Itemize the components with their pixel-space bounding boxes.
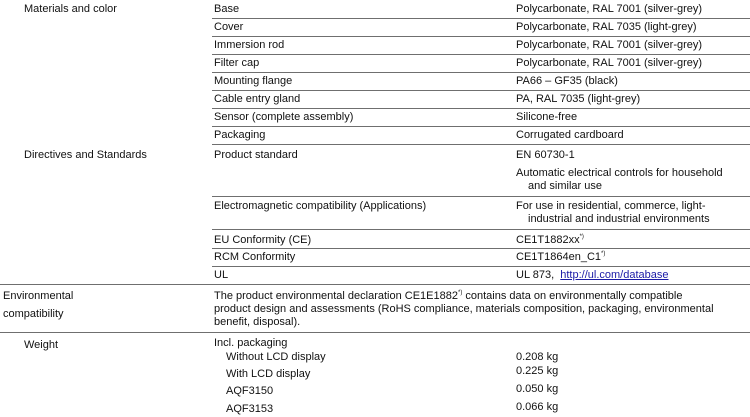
row-divider [212,54,750,55]
directive-value-emc-cont: industrial and industrial environments [528,213,710,225]
row-divider [212,144,750,145]
row-divider [212,108,750,109]
rcm-conformity-code: CE1T1864en_C1 [516,251,602,263]
weight-value-with-lcd: 0.225 kg [516,365,559,377]
section-divider [0,332,750,333]
weight-label-with-lcd: With LCD display [226,368,311,380]
environmental-text-line-3: benefit, disposal). [214,316,301,328]
environmental-text-1a: The product environmental declaration CE1E1882 [214,290,458,302]
category-materials: Materials and color [24,3,117,15]
directive-value-product-standard: EN 60730-1 [516,149,575,161]
material-label-filter-cap: Filter cap [214,57,260,69]
footnote-marker: *) [601,251,606,257]
section-divider [0,284,750,285]
material-value-sensor: Silicone-free [516,111,578,123]
material-value-cable-entry-gland: PA, RAL 7035 (light-grey) [516,93,641,105]
directive-value-product-standard-desc: Automatic electrical controls for household [516,167,723,179]
footnote-marker: *) [457,290,463,296]
row-divider [212,126,750,127]
weight-label-aqf3150: AQF3150 [226,385,274,397]
directive-value-eu [516,234,584,247]
row-divider [212,72,750,73]
material-value-cover: Polycarbonate, RAL 7035 (light-grey) [516,21,697,33]
ul-standard: UL 873, [516,269,555,281]
material-label-cable-entry-gland: Cable entry gland [214,93,301,105]
weight-value-aqf3150: 0.050 kg [516,383,559,395]
weight-label-aqf3153: AQF3153 [226,403,274,415]
material-label-base: Base [214,3,240,15]
row-divider [212,266,750,267]
directive-label-eu: EU Conformity (CE) [214,234,312,246]
environmental-text-line-1 [214,290,682,303]
weight-value-aqf3153: 0.066 kg [516,401,559,413]
directive-label-ul: UL [214,269,229,281]
material-label-mounting-flange: Mounting flange [214,75,293,87]
weight-value-without-lcd: 0.208 kg [516,351,559,363]
directive-value-emc: For use in residential, commerce, light- [516,200,706,212]
material-value-base: Polycarbonate, RAL 7001 (silver-grey) [516,3,703,15]
directive-value-ul [516,269,668,282]
row-divider [212,18,750,19]
material-value-mounting-flange: PA66 – GF35 (black) [516,75,618,87]
category-directives: Directives and Standards [24,149,147,161]
directive-value-rcm [516,251,605,264]
eu-conformity-code: CE1T1882xx [516,234,580,246]
material-label-immersion-rod: Immersion rod [214,39,285,51]
weight-header: Incl. packaging [214,337,288,349]
directive-value-product-standard-desc-cont: and similar use [528,180,602,192]
category-weight: Weight [24,339,59,351]
row-divider [212,229,750,230]
directive-label-rcm: RCM Conformity [214,251,296,263]
row-divider [212,36,750,37]
row-divider [212,196,750,197]
material-value-packaging: Corrugated cardboard [516,129,624,141]
material-label-cover: Cover [214,21,244,33]
category-environmental-cont: compatibility [3,308,64,320]
directive-label-emc: Electromagnetic compatibility (Applications) [214,200,427,212]
directive-label-product-standard: Product standard [214,149,298,161]
footnote-marker: *) [579,234,584,240]
category-environmental: Environmental [3,290,74,302]
environmental-text-line-2: product design and assessments (RoHS compliance, materials composition, packaging, environmental [214,303,714,315]
row-divider [212,248,750,249]
material-label-packaging: Packaging [214,129,266,141]
weight-label-without-lcd: Without LCD display [226,351,326,363]
material-value-filter-cap: Polycarbonate, RAL 7001 (silver-grey) [516,57,703,69]
material-value-immersion-rod: Polycarbonate, RAL 7001 (silver-grey) [516,39,703,51]
row-divider [212,90,750,91]
ul-database-link[interactable]: http://ul.com/database [560,269,669,281]
environmental-text-1b: contains data on environmentally compatible [462,290,683,302]
material-label-sensor: Sensor (complete assembly) [214,111,354,123]
